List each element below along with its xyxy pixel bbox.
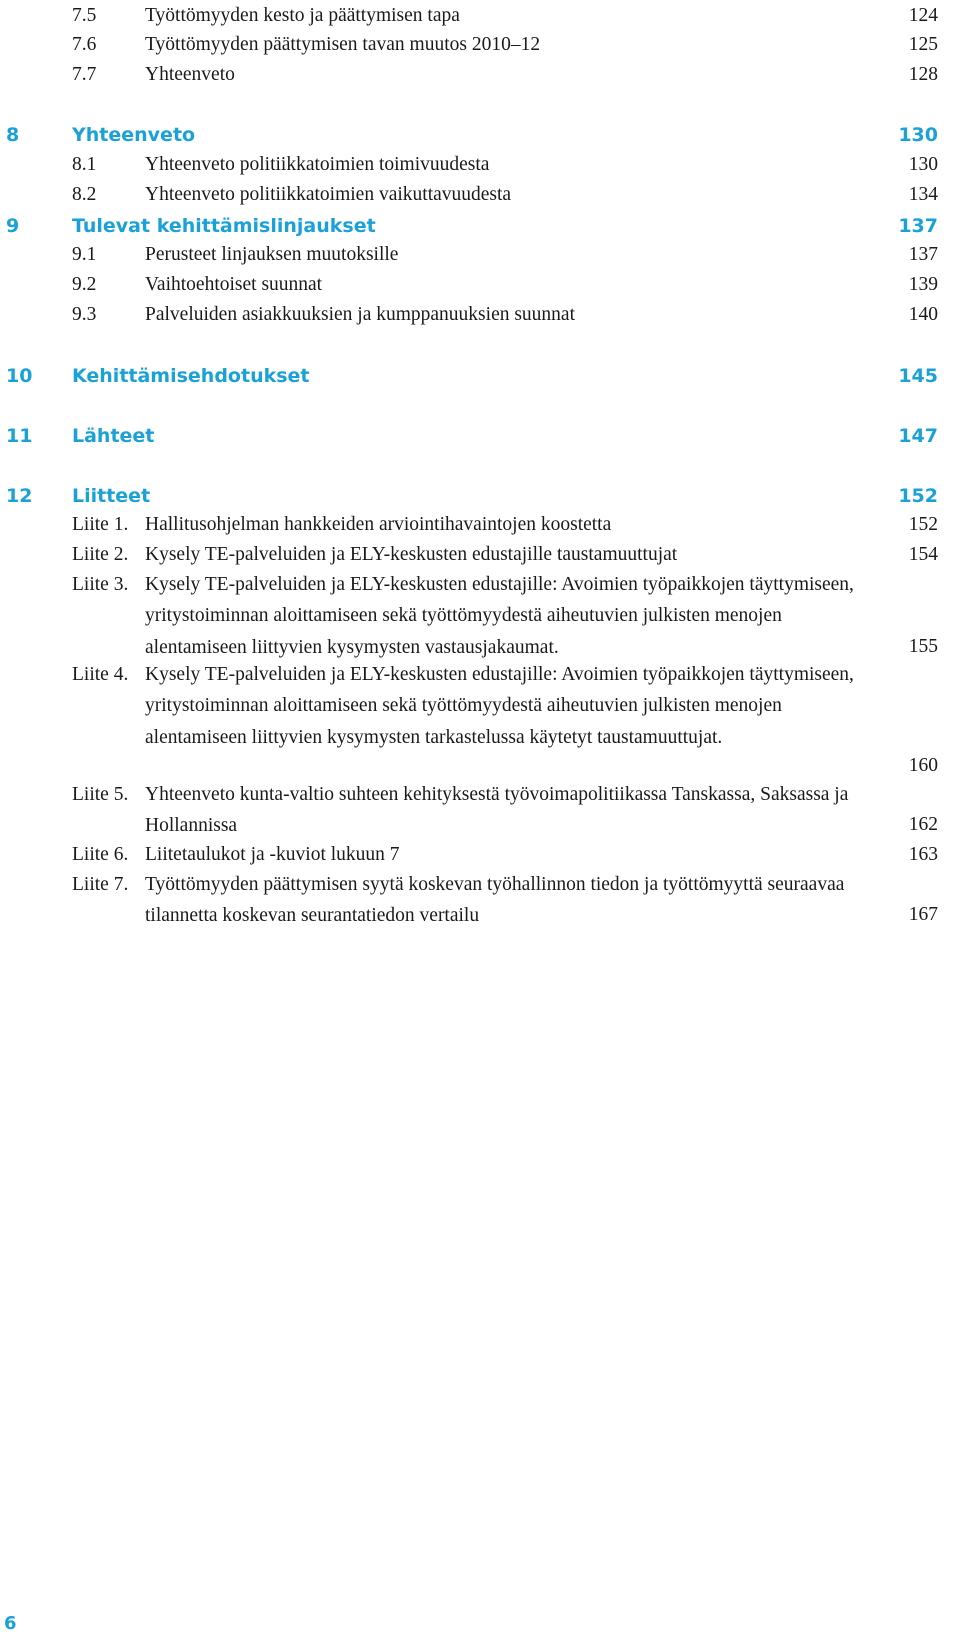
- entry-page: 155: [908, 636, 938, 657]
- entry-number: 8.2: [72, 184, 97, 205]
- entry-title: Kysely TE-palveluiden ja ELY-keskusten edustajille: Avoimien työpaikkojen täyttymiseen, yritystoiminnan aloittamiseen sekä työttömyydestä aiheutuvien julkisten menojen alentamiseen liittyvien kysymysten tarkastelussa käytetyt taustamuuttujat.: [145, 664, 854, 748]
- entry-number: Liite 6.: [72, 844, 129, 865]
- entry-page: 130: [908, 154, 938, 175]
- entry-number: Liite 1.: [72, 514, 129, 535]
- chapter-page: 152: [898, 485, 938, 507]
- entry-number: 7.6: [72, 34, 97, 55]
- entry-number: Liite 4.: [72, 664, 129, 685]
- chapter-page: 130: [898, 124, 938, 146]
- chapter-number: 10: [6, 365, 33, 387]
- entry-page: 128: [908, 64, 938, 85]
- chapter-title: Yhteenveto: [72, 124, 196, 146]
- entry-number: Liite 7.: [72, 874, 129, 895]
- entry-page: 152: [908, 514, 938, 535]
- entry-number: 9.1: [72, 244, 97, 265]
- chapter-title: Lähteet: [72, 425, 155, 447]
- entry-title: Työttömyyden päättymisen tavan muutos 2010–12: [145, 34, 541, 55]
- entry-title: Yhteenveto: [145, 64, 235, 85]
- entry-title: Perusteet linjauksen muutoksille: [145, 244, 399, 265]
- chapter-page: 147: [898, 425, 938, 447]
- chapter-number: 12: [6, 485, 33, 507]
- entry-number: Liite 3.: [72, 574, 129, 595]
- chapter-title: Liitteet: [72, 485, 151, 507]
- chapter-title: Kehittämisehdotukset: [72, 365, 310, 387]
- entry-title: Kysely TE-palveluiden ja ELY-keskusten edustajille taustamuuttujat: [145, 544, 678, 565]
- entry-number: 7.7: [72, 64, 97, 85]
- entry-page: 125: [908, 34, 938, 55]
- entry-number: 8.1: [72, 154, 97, 175]
- chapter-page: 145: [898, 365, 938, 387]
- entry-page: 137: [908, 244, 938, 265]
- entry-title: Vaihtoehtoiset suunnat: [145, 274, 323, 295]
- entry-number: Liite 5.: [72, 784, 129, 805]
- page-number: 6: [4, 1613, 17, 1634]
- entry-title: Työttömyyden päättymisen syytä koskevan työhallinnon tiedon ja työttömyyttä seuraavaa tilannetta koskevan seurantatiedon vertailu: [145, 874, 845, 927]
- entry-title: Työttömyyden kesto ja päättymisen tapa: [145, 5, 460, 26]
- chapter-number: 8: [6, 124, 20, 146]
- entry-number: 9.2: [72, 274, 97, 295]
- entry-page: 162: [908, 814, 938, 835]
- entry-page: 139: [908, 274, 938, 295]
- chapter-title: Tulevat kehittämislinjaukset: [72, 215, 376, 237]
- entry-title: Yhteenveto politiikkatoimien toimivuudesta: [145, 154, 490, 175]
- entry-page: 163: [908, 844, 938, 865]
- entry-number: 9.3: [72, 304, 97, 325]
- entry-page: 134: [908, 184, 938, 205]
- entry-page: 154: [908, 544, 938, 565]
- entry-title: Yhteenveto kunta-valtio suhteen kehityksestä työvoimapolitiikassa Tanskassa, Saksassa ja Hollannissa: [145, 784, 849, 837]
- chapter-page: 137: [898, 215, 938, 237]
- chapter-number: 11: [6, 425, 33, 447]
- entry-title: Liitetaulukot ja -kuviot lukuun 7: [145, 844, 400, 865]
- entry-page: 140: [908, 304, 938, 325]
- entry-page: 160: [908, 755, 938, 776]
- entry-title: Palveluiden asiakkuuksien ja kumppanuuksien suunnat: [145, 304, 576, 325]
- entry-number: Liite 2.: [72, 544, 129, 565]
- entry-title: Kysely TE-palveluiden ja ELY-keskusten edustajille: Avoimien työpaikkojen täyttymiseen, yritystoiminnan aloittamiseen sekä työttömyydestä aiheutuvien julkisten menojen alentamiseen liittyvien kysymysten vastausjakaumat.: [145, 574, 854, 658]
- entry-title: Yhteenveto politiikkatoimien vaikuttavuudesta: [145, 184, 512, 205]
- entry-page: 167: [908, 904, 938, 925]
- chapter-number: 9: [6, 215, 20, 237]
- entry-number: 7.5: [72, 5, 97, 26]
- entry-page: 124: [908, 5, 938, 26]
- entry-title: Hallitusohjelman hankkeiden arviointihavaintojen koostetta: [145, 514, 612, 535]
